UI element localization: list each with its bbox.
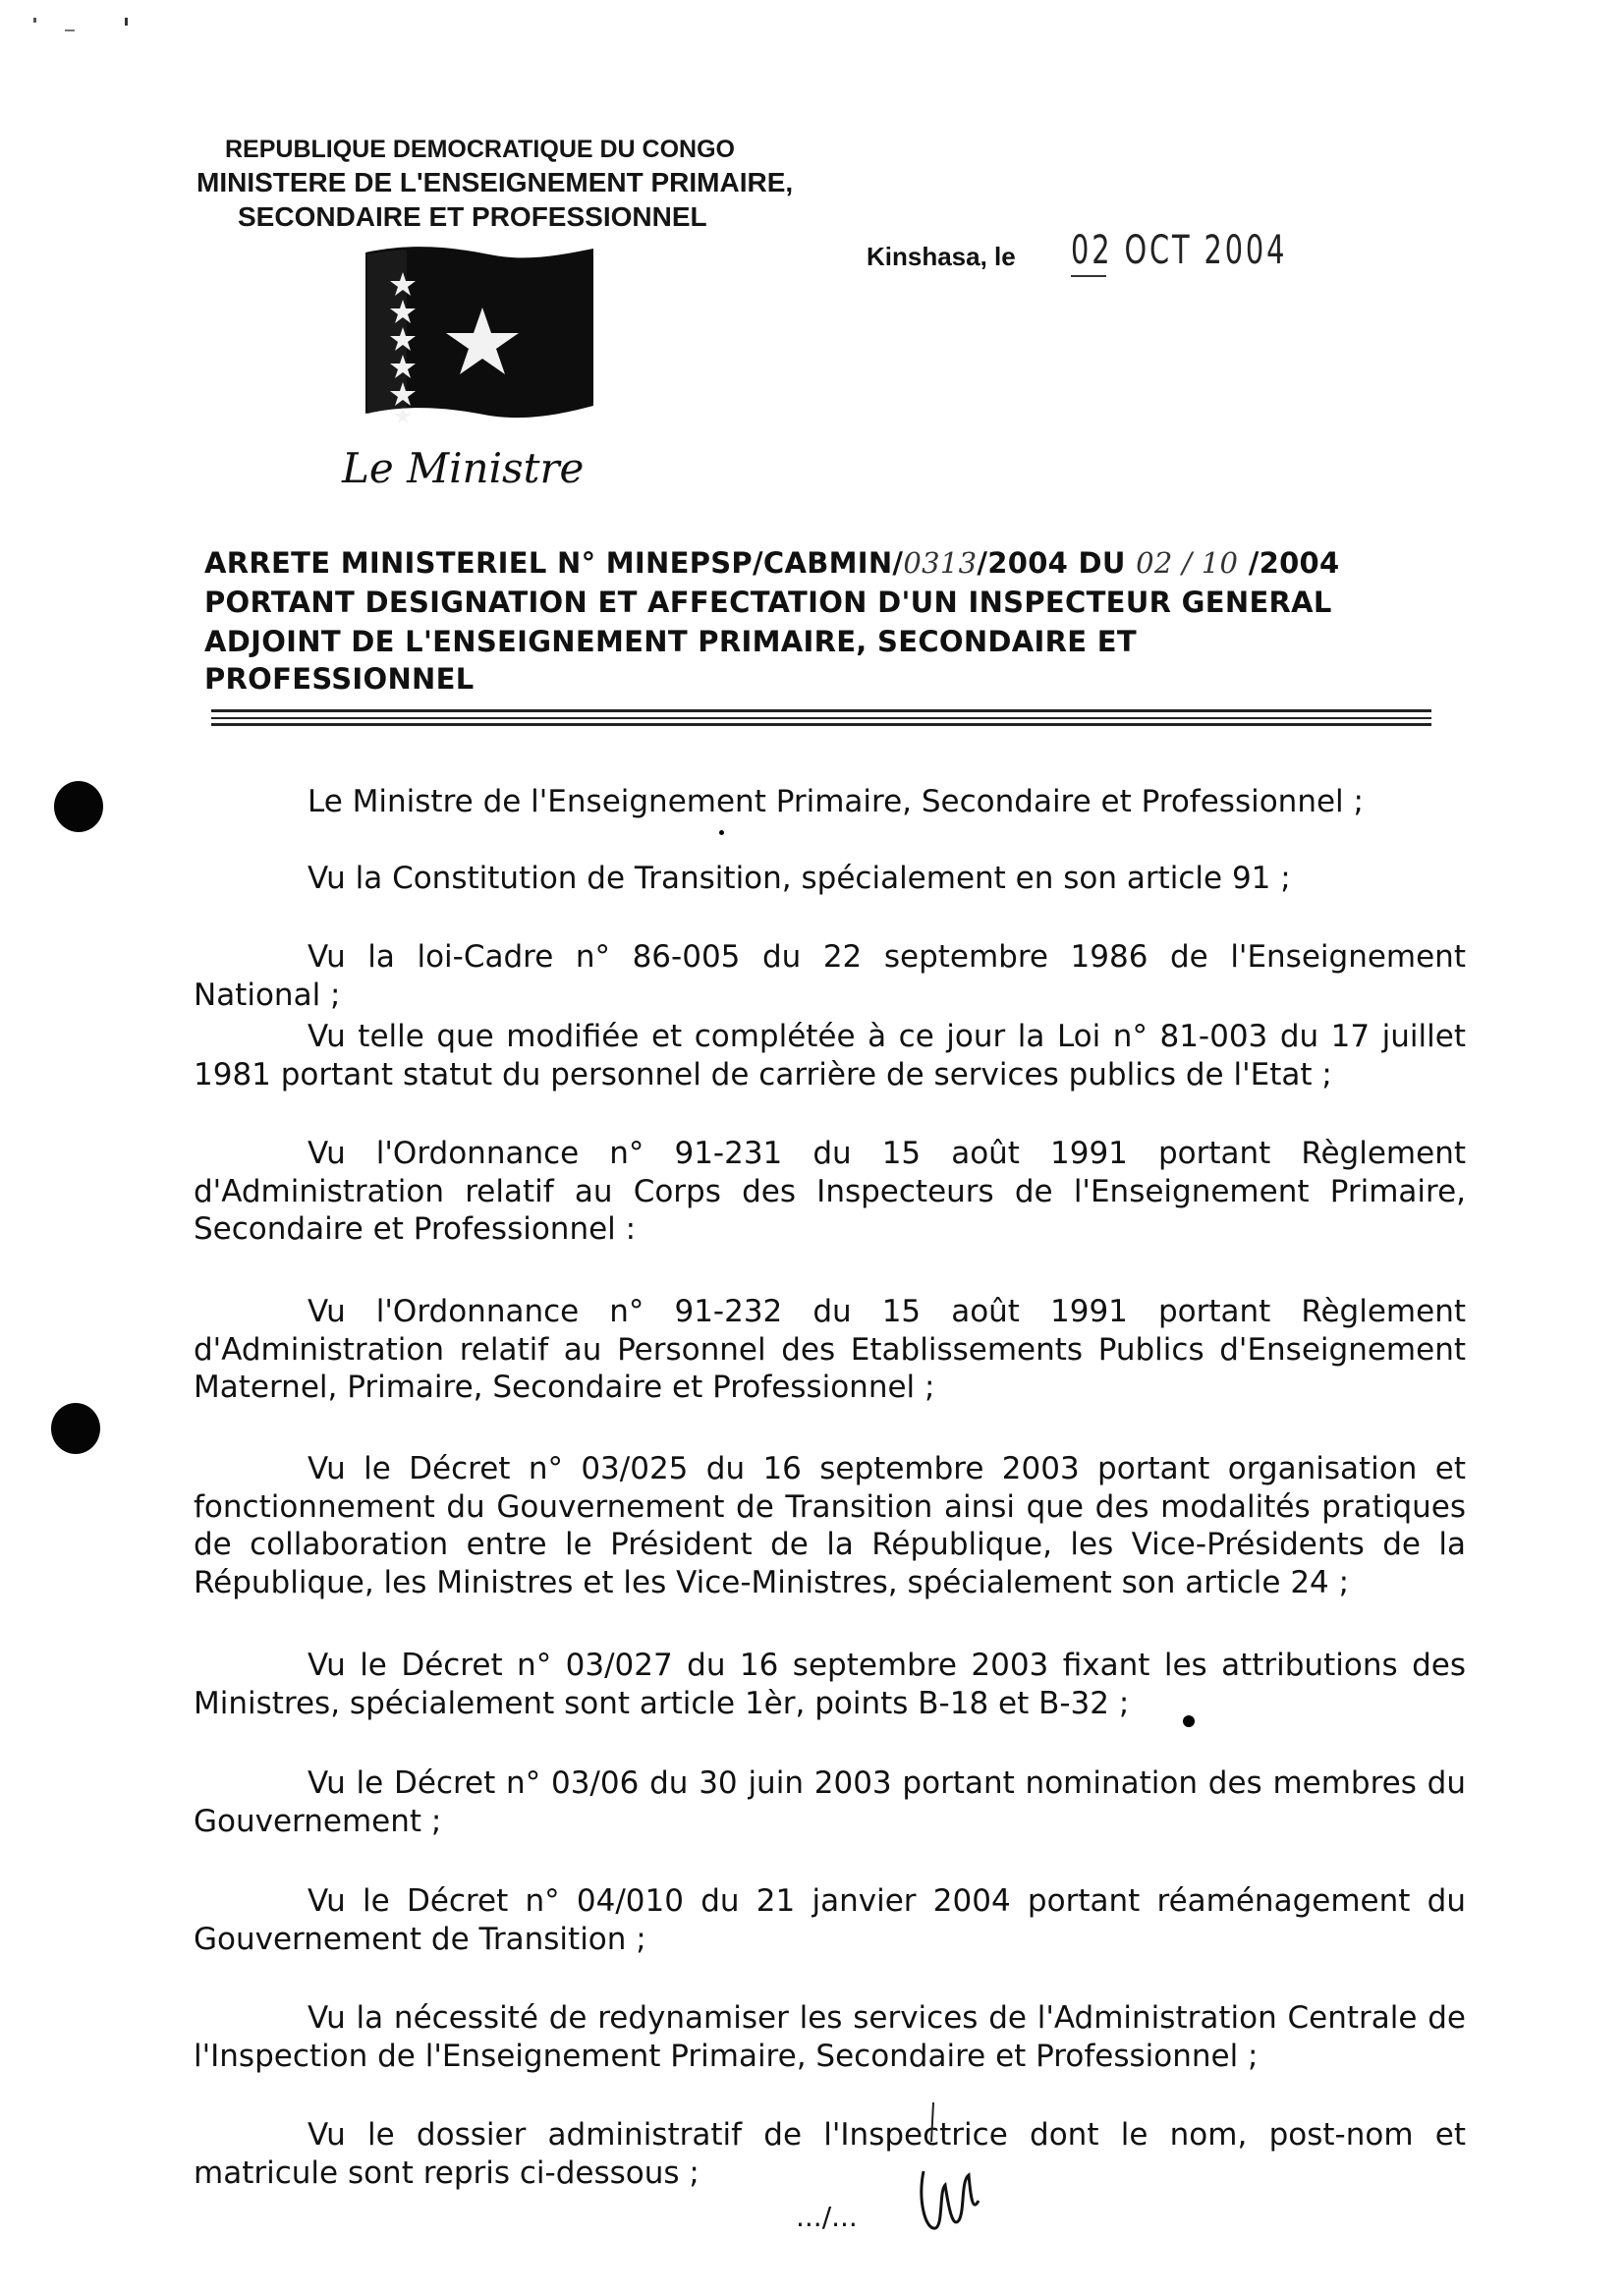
- arrete-ref-prefix: ARRETE MINISTERIEL N° MINEPSP/CABMIN/: [204, 546, 904, 580]
- paragraph-vu-necessite: Vu la nécessité de redynamiser les services de l'Administration Centrale de l'Inspection de l'Enseignement Primaire, Secondaire et Professionnel ;: [194, 2000, 1466, 2074]
- flag-emblem-icon: [362, 241, 597, 427]
- arrete-ref-mid: /2004 DU: [977, 546, 1137, 580]
- paragraph-vu-decret-04-010: Vu le Décret n° 04/010 du 21 janvier 2004 portant réaménagement du Gouvernement de Transition ;: [194, 1883, 1466, 1957]
- title-rule-top: [211, 709, 1431, 712]
- paragraph-preamble: Le Ministre de l'Enseignement Primaire, Secondaire et Professionnel ;: [308, 784, 1364, 819]
- paragraph-vu-decret-03-025: Vu le Décret n° 03/025 du 16 septembre 2003 portant organisation et fonctionnement du Gouvernement de Transition ainsi que des modalités pratiques de collaboration entre le Président de la République, les Vice-Présidents de la République, les Ministres et les Vice-Ministres, spécialement son article 24 ;: [194, 1451, 1466, 1600]
- country-name: REPUBLIQUE DEMOCRATIQUE DU CONGO: [225, 136, 735, 163]
- place-label: Kinshasa, le: [867, 242, 1016, 271]
- minister-title: Le Ministre: [342, 444, 585, 492]
- scan-speck: [125, 18, 128, 26]
- paragraph-vu-ordonnance-231: Vu l'Ordonnance n° 91-231 du 15 août 1991 portant Règlement d'Administration relatif au Corps des Inspecteurs de l'Enseignement Primaire, Secondaire et Professionnel :: [194, 1136, 1466, 1247]
- arrete-title-line1: [204, 546, 1340, 580]
- paragraph-vu-loi-statut: Vu telle que modifiée et complétée à ce jour la Loi n° 81-003 du 17 juillet 1981 portant statut du personnel de carrière de services publics de l'Etat ;: [194, 1019, 1466, 1092]
- continuation-mark: .../...: [796, 2201, 858, 2233]
- arrete-date-handwritten: 02 / 10: [1136, 546, 1239, 580]
- punch-hole-mark: [51, 1403, 100, 1454]
- date-stamp: 02 OCT 2004: [1071, 228, 1288, 273]
- arrete-title-line4: PROFESSIONNEL: [204, 662, 475, 696]
- handwritten-initials-icon: [914, 2102, 992, 2240]
- paragraph-vu-constitution: Vu la Constitution de Transition, spécialement en son article 91 ;: [308, 861, 1291, 896]
- ministry-name-line1: MINISTERE DE L'ENSEIGNEMENT PRIMAIRE,: [196, 167, 794, 197]
- scan-speck: [65, 29, 75, 31]
- title-rule-middle: [211, 717, 1431, 719]
- ink-dot-mark: [719, 830, 724, 835]
- punch-hole-mark: [54, 781, 103, 832]
- paragraph-vu-decret-03-06: Vu le Décret n° 03/06 du 30 juin 2003 portant nomination des membres du Gouvernement ;: [194, 1765, 1466, 1839]
- paragraph-vu-dossier: Vu le dossier administratif de l'Inspectrice dont le nom, post-nom et matricule sont repris ci-dessous ;: [194, 2117, 1466, 2191]
- arrete-title-line3: ADJOINT DE L'ENSEIGNEMENT PRIMAIRE, SECONDAIRE ET: [204, 625, 1137, 658]
- ministry-name-line2: SECONDAIRE ET PROFESSIONNEL: [238, 201, 707, 232]
- scan-speck: [33, 18, 36, 23]
- arrete-number-handwritten: 0313: [903, 546, 978, 580]
- paragraph-vu-loi-cadre: Vu la loi-Cadre n° 86-005 du 22 septembre 1986 de l'Enseignement National ;: [194, 939, 1466, 1013]
- arrete-ref-suffix: /2004: [1238, 546, 1340, 580]
- paragraph-vu-ordonnance-232: Vu l'Ordonnance n° 91-232 du 15 août 1991 portant Règlement d'Administration relatif au Personnel des Etablissements Publics d'Enseignement Maternel, Primaire, Secondaire et Professionnel ;: [194, 1294, 1466, 1405]
- title-rule-bottom: [211, 723, 1431, 726]
- date-underline: [1071, 275, 1106, 277]
- paragraph-vu-decret-03-027: Vu le Décret n° 03/027 du 16 septembre 2003 fixant les attributions des Ministres, spécialement sont article 1èr, points B-18 et B-32 ;: [194, 1648, 1466, 1721]
- arrete-title-line2: PORTANT DESIGNATION ET AFFECTATION D'UN INSPECTEUR GENERAL: [204, 586, 1332, 619]
